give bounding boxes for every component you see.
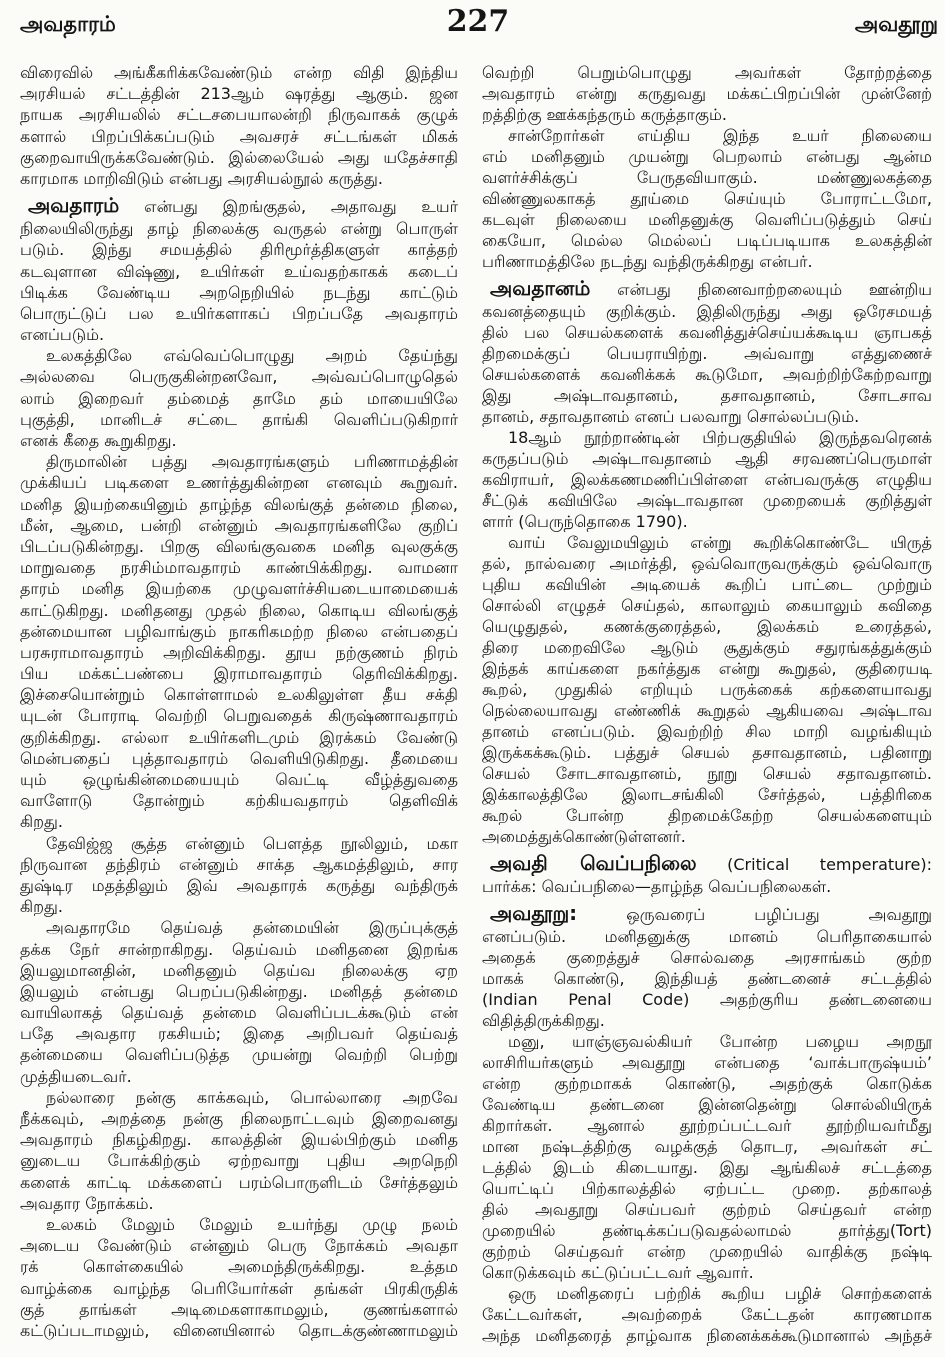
text-line: பிடிக்க வேண்டிய அறநெறியில் நடந்து காட்டும் <box>20 282 458 302</box>
text-line: நல்லாரை நன்கு காக்கவும், பொல்லாரை அறவே <box>46 1087 458 1107</box>
text-line: விதித்திருக்கிறது. <box>482 1011 605 1030</box>
text-line: எனப்படும். மனிதனுக்கு மானம் பெரிதாகையால் <box>482 927 932 946</box>
text-line: நீக்கவும், அறத்தை நன்கு நிலைநாட்டவும் இறைவனது <box>20 1109 458 1128</box>
text-line: ரக் கொள்கையில் அமைந்திருக்கிறது. உத்தம <box>20 1257 458 1277</box>
text-line: படும். இந்து சமயத்தில் திரிமூர்த்திகளுள் காத்தற் <box>20 240 458 260</box>
text-line: மீன், ஆமை, பன்றி என்னும் அவதாரங்களிலே குறிப் <box>20 515 458 535</box>
dictionary-entry <box>20 193 458 345</box>
running-head-last-entry: அவதூறு <box>854 12 938 36</box>
page-number: 227 <box>446 4 510 39</box>
text-line: டத்தில் இடம் கிடையாது. இது ஆங்கிலச் சட்டத்தை <box>482 1158 932 1177</box>
text-line: கிறது. <box>20 812 63 832</box>
paragraph <box>20 833 458 918</box>
text-line: தன்மையை வெளிப்படுத்த முயன்று வெற்றி பெற்று <box>20 1045 458 1065</box>
text-line: கிறது. <box>20 897 63 917</box>
text-line: தன்மையான பழிவாங்கும் நாகரிகமற்ற நிலை என்பதைப் <box>20 621 458 641</box>
text-line: நிருவான தந்திரம் என்னும் சாக்த ஆகமத்திலும், சார <box>20 854 458 874</box>
dictionary-entry <box>482 851 932 897</box>
text-line: இருக்கக்கூடும். பத்துச் செயல் தசாவதானம், பதினாறு <box>482 743 932 762</box>
entry-heading-line <box>482 851 932 876</box>
text-line: தானம் எனப்படும். இவற்றிற் சில மாறி வழங்கியும் <box>482 722 932 741</box>
dictionary-entry <box>482 901 932 1031</box>
entry-heading-line <box>482 276 932 301</box>
text-line: தானம், சதாவதானம் எனப் பலவாறு சொல்லப்படும். <box>482 407 860 426</box>
text-line: நிலையிலிருந்து தாழ் நிலைக்கு வருதல் என்று பொருள் <box>20 219 458 239</box>
paragraph <box>20 345 458 451</box>
text-line: செயல் சோடசாவதானம், நூறு செயல் சதாவதானம். <box>482 764 932 783</box>
text-line: காட்டுகிறது. மனிதனது முதல் நிலை, கொடிய விலங்குத் <box>20 600 458 620</box>
text-line: 18ஆம் நூற்றாண்டின் பிற்பகுதியில் இருந்தவரெனக் <box>508 428 932 447</box>
paragraph <box>20 62 458 189</box>
text-line: உலகம் மேலும் மேலும் உயர்ந்து முழு நலம் <box>46 1214 458 1234</box>
running-head-first-entry: அவதாரம் <box>20 12 116 36</box>
text-line: திரை மறைவிலே ஆடும் சூதுக்கும் சதுரங்கத்துக்கும் <box>482 638 932 657</box>
text-line: பரிணாமத்திலே நடந்து வந்திருக்கிறது என்பர். <box>482 252 813 271</box>
text-line: கவிராயர், இலக்கணமணிப்பிள்ளை என்பவருக்கு எழுதிய <box>482 470 932 489</box>
text-line: அரசியல் சட்டத்தின் 213ஆம் ஷரத்து ஆகும். ஜன <box>20 84 458 104</box>
text-line: வாளோடு தோன்றும் கற்கியவதாரம் தெளிவிக் <box>20 791 458 811</box>
text-line: செயல்களைக் கவனிக்கக் கூடுமோ, அவற்றிற்கேற்றவாறு <box>482 365 932 384</box>
text-line: உலகத்திலே எவ்வெப்பொழுது அறம் தேய்ந்து <box>46 346 458 366</box>
text-line: தில் பல செயல்களைக் கவனித்துச்செய்யக்கூடிய ஞாபகத் <box>482 323 932 342</box>
text-line: வளர்ச்சிக்குப் பேருதவியாகும். மண்ணுலகத்தை <box>482 168 932 187</box>
text-line: யும் ஒழுங்கின்மையையும் வெட்டி வீழ்த்துவதை <box>20 770 458 789</box>
text-line: முக்கியப் படிகளை உணர்த்துகின்றன எனவும் கூறுவர். <box>20 473 458 493</box>
text-line: இது அஷ்டாவதானம், தசாவதானம், சோடசாவ <box>482 386 932 405</box>
text-line: முறையில் தண்டிக்கப்படுவதல்லாமல் தார்த்து(Tort) <box>482 1221 932 1240</box>
paragraph <box>482 125 932 272</box>
right-text-column <box>482 62 932 1354</box>
text-line: புகுத்தி, மானிடச் சட்டை தாங்கி வெளிப்படுகிறார் <box>20 409 458 429</box>
text-line: பொருட்டுப் பல உயிர்களாகப் பிறப்பதே அவதாரம் <box>20 303 458 323</box>
text-line: கையோ, மெல்ல மெல்லப் படிப்படியாக உலகத்தின் <box>482 231 932 250</box>
text-line: கூறல் போன்ற திறமைக்கேற்ற செயல்களையும் <box>482 806 932 825</box>
text-line: சொல்லி எழுதச் செய்தல், காலாலும் கையாலும் கவிதை <box>482 596 932 615</box>
text-line: கொடுக்கவும் கட்டுப்பட்டவர் ஆவார். <box>482 1263 754 1282</box>
text-line: காரமாக மாறிவிடும் என்பது அரசியல்நூல் கருத்து. <box>20 168 383 188</box>
paragraph <box>482 532 932 847</box>
text-line: என்ற குற்றமாகக் கொண்டு, அதற்குக் கொடுக்க <box>482 1074 932 1093</box>
paragraph <box>20 451 458 832</box>
text-line: அந்த மனிதரைத் தாழ்வாக நினைக்கக்கூடுமானால் அந்தச் <box>482 1326 932 1345</box>
text-line: நெல்லையாவது எண்ணிக் கூறுதல் ஆகியவை அஷ்டாவ <box>482 701 932 720</box>
text-line: மென்பதைப் புத்தாவதாரம் வெளியிடுகிறது. தீமையை <box>20 748 458 768</box>
text-line: வேண்டிய தண்டனை இன்னதென்று சொல்லியிருக் <box>482 1095 932 1114</box>
text-line: பிய மக்கட்பண்பை இராமாவதாரம் தெரிவிக்கிறது. <box>20 664 458 684</box>
text-line: தக்க நேர் சான்றாகிறது. தெய்வம் மனிதனை இறங்க <box>20 939 458 959</box>
text-line: யொட்டிப் பிற்காலத்தில் ஏற்பட்ட முறை. தற்காலத் <box>482 1179 932 1198</box>
heading-line-text: என்பது இறங்குதல், அதாவது உயர் <box>144 197 458 217</box>
entry-heading-line <box>20 193 458 218</box>
paragraph <box>20 917 458 1087</box>
text-line: குறைவாயிருக்கவேண்டும். இல்லையேல் அது யதேச்சாதி <box>20 147 458 167</box>
text-line: குற்றம் செய்தவர் என்ற முறையில் வாதிக்கு நஷ்டி <box>482 1242 932 1261</box>
text-line: அவதாரமே தெய்வத் தன்மையின் இருப்புக்குத் <box>46 918 458 938</box>
headword: அவதூறு: <box>490 901 578 925</box>
text-line: மாகக் கொண்டு, இந்தியத் தண்டனைச் சட்டத்தில் <box>482 969 932 988</box>
text-line: விண்ணுலகாகத் தூய்மை செய்யும் போராட்டமோ, <box>482 189 932 208</box>
page-header <box>18 4 938 46</box>
text-line: கவனத்தையும் குறிக்கும். இதிலிருந்து அது ஒரேசமயத் <box>482 302 932 321</box>
text-line: மனு, யாஞ்ஞவல்கியர் போன்ற பழைய அறநூ <box>508 1032 932 1051</box>
text-line: அமைத்துக்கொண்டுள்ளனர். <box>482 827 686 846</box>
text-line: இந்தக் காய்களை நகர்த்துக என்று கூறுதல், குதிரையடி <box>482 659 932 678</box>
left-text-column <box>20 62 458 1354</box>
text-line: குறிக்கிறது. எல்லா உயிர்களிடமும் இரக்கம் வேண்டு <box>20 727 458 747</box>
heading-line-text: என்பது நினைவாற்றலையும் ஊன்றிய <box>617 280 932 299</box>
text-line: சீட்டுக் கவியிலே அஷ்டாவதான முறையைக் குறித்துள் <box>482 491 932 510</box>
text-line: (Indian Penal Code) அதற்குரிய தண்டனையை <box>482 990 932 1009</box>
text-line: களைக் காட்டி மக்களைப் பரம்பொருளிடம் சேர்த்தலும் <box>20 1172 458 1192</box>
text-line: பிடப்படுகின்றது. பிறகு விலங்குவகை மனித வுலகுக்கு <box>20 536 458 556</box>
paragraph <box>482 1283 932 1346</box>
text-line: மனித இயற்கையினும் தாழ்ந்த விலங்குத் தன்மை நிலை, <box>20 494 458 514</box>
text-line: சான்றோர்கள் எய்திய இந்த உயர் நிலையை <box>508 126 932 145</box>
text-line: எனக் கீதை கூறுகிறது. <box>20 431 177 450</box>
text-line: அதைக் குறைத்துச் சொல்வதை அரசாங்கம் குற்ற <box>482 948 932 967</box>
text-line: வெற்றி பெறும்பொழுது அவர்கள் தோற்றத்தை <box>482 63 932 82</box>
paragraph <box>482 62 932 125</box>
text-line: வாய் வேலுமயிலும் என்று கூறிக்கொண்டே யிருத் <box>508 533 932 552</box>
text-line: துஷ்டிர மதத்திலும் இவ் அவதாரக் கருத்து வந்திருக் <box>20 875 458 895</box>
text-line: அவதாரம் நிகழ்கிறது. காலத்தின் இயல்பிற்கும் மனித <box>20 1130 458 1150</box>
text-line: னுடைய போக்கிற்கும் ஏற்றவாறு புதிய அறநெறி <box>20 1151 458 1171</box>
heading-line-text: ஒருவரைப் பழிப்பது அவதூறு <box>626 905 932 924</box>
text-line: கட்டுப்படாமலும், வினையினால் தொடக்குண்ணாமலும் <box>20 1320 458 1340</box>
text-line: கடவுளான விஷ்ணு, உயிர்கள் உய்வதற்காகக் கடைப் <box>20 261 458 281</box>
dictionary-entry <box>482 276 932 427</box>
headword: அவதானம் <box>490 276 591 300</box>
text-line: தில் அவதூறு செய்பவர் குற்றம் செய்தவர் என்ற <box>482 1200 932 1219</box>
heading-line-text: (Critical temperature): <box>727 855 932 874</box>
text-line: பரசுராமாவதாரம் அறிவிக்கிறது. தூய நற்குணம் நிரம் <box>20 642 458 662</box>
text-line: திறமைக்குப் பெயராயிற்று. அவ்வாறு எத்துணைச் <box>482 344 932 363</box>
text-line: விரைவில் அங்கீகரிக்கவேண்டும் என்ற விதி இந்திய <box>20 63 458 82</box>
text-line: குத் தாங்கள் அடிமைகளாகாமலும், குணங்களால் <box>20 1299 458 1319</box>
text-line: அவதார நோக்கம். <box>20 1193 154 1213</box>
text-line: அவதாரம் என்று கருதுவது மக்கட்பிறப்பின் முன்னேற் <box>482 84 932 103</box>
paragraph <box>482 1031 932 1283</box>
text-line: யெழுதுதல், கணக்குரைத்தல், இலக்கம் உரைத்தல், <box>482 617 932 636</box>
text-line: கிறார்கள். ஆனால் தூற்றப்பட்டவர் தூற்றியவர்மீது <box>482 1116 932 1135</box>
paragraph <box>20 1087 458 1214</box>
text-line: தாரம் மனித இயற்கை முழுவளர்ச்சியடையாமையைக் <box>20 579 458 599</box>
text-line: ளார் (பெருந்தொகை 1790). <box>482 512 688 531</box>
text-line: றத்திற்கு ஊக்கந்தரும் கருத்தாகும். <box>482 105 727 124</box>
text-line: இக்காலத்திலே இலாடசங்கிலி சேர்த்தல், பத்திரிகை <box>482 785 932 804</box>
text-line: தல், நால்வரை அமர்த்தி, ஒவ்வொருவருக்கும் ஒவ்வொரு <box>482 554 932 573</box>
headword: அவதாரம் <box>28 193 120 218</box>
text-line: கடவுள் நிலையை மனிதனுக்கு வெளிப்படுத்தும் செய் <box>482 210 932 229</box>
text-line: பதே அவதார ரகசியம்; இதை அறிபவர் தெய்வத் <box>20 1024 458 1044</box>
text-line: இயலுமானதின், மனிதனும் தெய்வ நிலைக்கு ஏற <box>20 960 458 980</box>
text-line: பார்க்க: வெப்பநிலை—தாழ்ந்த வெப்பநிலைகள். <box>482 877 832 896</box>
paragraph <box>20 1214 458 1341</box>
text-line: திருமாலின் பத்து அவதாரங்களும் பரிணாமத்தின் <box>46 452 458 472</box>
text-line: எனப்படும். <box>20 325 105 345</box>
text-line: அடைய வேண்டும் என்னும் பெரு நோக்கம் அவதா <box>20 1236 458 1256</box>
text-line: லாசிரியர்களும் அவதூறு என்பதை ‘வாக்பாருஷ்யம்’ <box>482 1053 932 1072</box>
text-line: கருதப்படும் அஷ்டாவதானம் ஆதி சரவணப்பெருமாள் <box>482 449 932 468</box>
text-line: அல்லவை பெருகுகின்றனவோ, அவ்வப்பொழுதெல் <box>20 367 458 387</box>
text-line: நாயக அரசியலில் சட்டசபையாலன்றி நிருவாகக் குழுக் <box>20 105 458 125</box>
text-line: லாம் இறைவர் தம்மைத் தாமே தம் மாயையிலே <box>20 388 458 408</box>
text-line: புதிய கவியின் அடியைக் கூறிப் பாட்டை முற்றும் <box>482 575 932 594</box>
paragraph <box>482 427 932 532</box>
text-line: தேவிஜ்ஜ சூத்த என்னும் பௌத்த நூலிலும், மகா <box>46 833 458 853</box>
text-line: இயலும் என்பது பெறப்படுகின்றது. மனிதத் தன்மை <box>20 981 458 1001</box>
text-line: எம் மனிதனும் முயன்று பெறலாம் என்பது ஆன்ம <box>482 147 932 166</box>
headword: அவதி வெப்பநிலை <box>490 851 697 875</box>
text-line: மாறுவதை நரசிம்மாவதாரம் காண்பிக்கிறது. வாமனா <box>20 558 458 578</box>
text-line: கேட்டவர்கள், அவற்றைக் கேட்டதன் காரணமாக <box>482 1305 932 1324</box>
text-line: களால் பிறப்பிக்கப்படும் அவசரச் சட்டங்கள் மிகக் <box>20 126 458 146</box>
text-line: யுடன் போராடி வெற்றி பெறுவதைக் கிருஷ்ணாவதாரம் <box>20 706 458 726</box>
text-line: வாழ்க்கை வாழ்ந்த பெரியோர்கள் தங்கள் பிரகிருதிக் <box>20 1278 458 1298</box>
entry-heading-line <box>482 901 932 926</box>
text-line: இச்சையொன்றும் கொள்ளாமல் உலகிலுள்ள தீய சக்தி <box>20 685 458 705</box>
text-line: ஒரு மனிதரைப் பற்றிக் கூறிய பழிச் சொற்களைக் <box>508 1284 932 1303</box>
text-line: மான நஷ்டத்திற்கு வழக்குத் தொடர, அவர்கள் சட் <box>482 1137 932 1156</box>
text-line: கூறல், முதுகில் எறியும் பருக்கைக் கற்களையாவது <box>482 680 932 699</box>
text-line: வாயிலாகத் தெய்வத் தன்மை வெளிப்படக்கூடும் என் <box>20 1003 458 1023</box>
text-line: முத்தியடைவர். <box>20 1066 132 1086</box>
